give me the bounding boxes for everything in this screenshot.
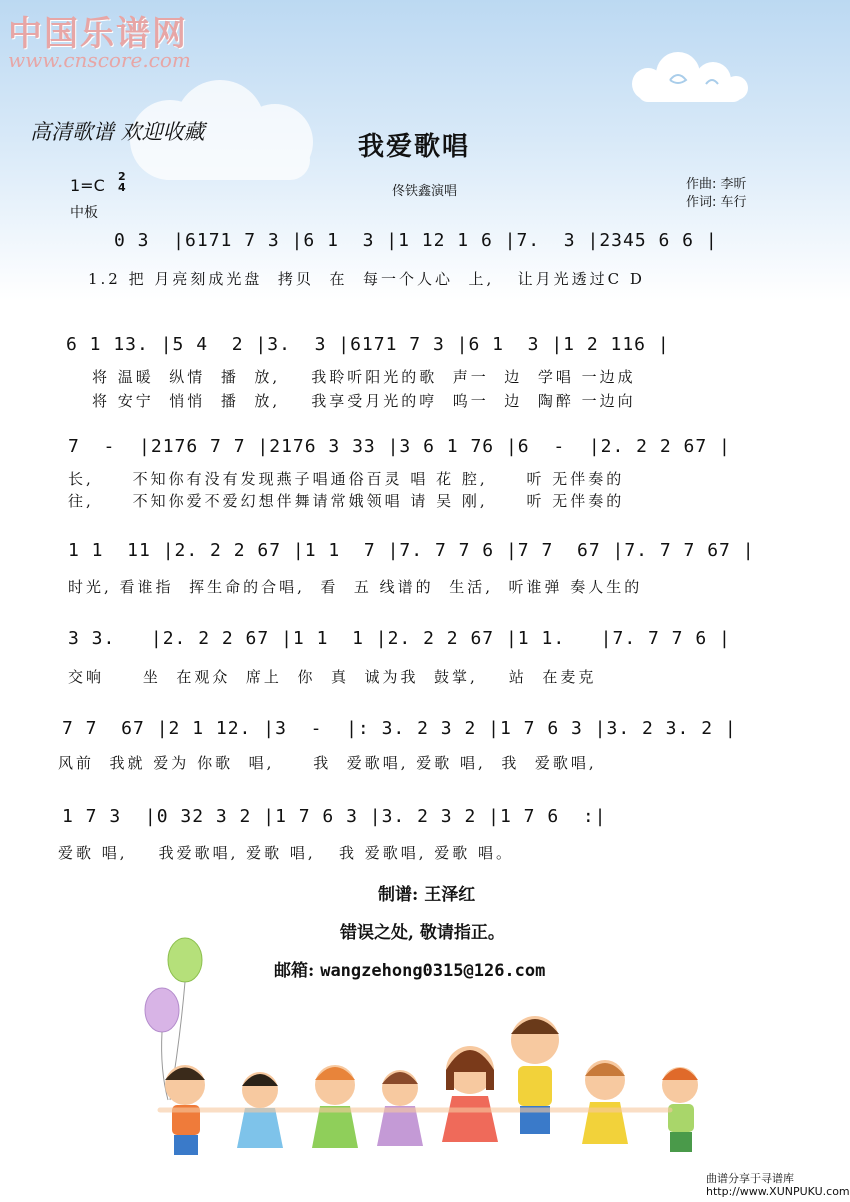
lyric-verse-1: 长, 不知你有没有发现燕子唱通俗百灵 唱 花 腔, 听 无伴奏的 bbox=[68, 470, 625, 488]
lyric-verse-2: 将 安宁 悄悄 播 放, 我享受月光的哼 呜一 边 陶醉 一边向 bbox=[92, 392, 636, 410]
lyric-verse-1: 爱歌 唱, 我爱歌唱, 爱歌 唱, 我 爱歌唱, 爱歌 唱。 bbox=[58, 844, 515, 862]
email-address: wangzehong0315@126.com bbox=[320, 961, 546, 981]
cloud-right-decoration bbox=[618, 44, 758, 114]
watermark-url: www.cnscore.com bbox=[8, 48, 191, 72]
footer-credit bbox=[706, 1172, 850, 1198]
lyric-verse-1: 将 温暖 纵情 播 放, 我聆听阳光的歌 声一 边 学唱 一边成 bbox=[92, 368, 636, 386]
notation: 6 1 13. |5 4 2 |3. 3 |6171 7 3 |6 1 3 |1 2 116 | bbox=[66, 334, 670, 355]
notation: 7 - |2176 7 7 |2176 3 33 |3 6 1 76 |6 - |2. 2 2 67 | bbox=[68, 436, 731, 457]
lyricist: 作词: 车行 bbox=[686, 195, 747, 210]
lyric-verse-1: 1.2 把 月亮刻成光盘 拷贝 在 每一个人心 上, 让月光透过C D bbox=[88, 270, 645, 288]
lyric-verse-2: 往, 不知你爱不爱幻想伴舞请常娥领唱 请 吴 刚, 听 无伴奏的 bbox=[68, 492, 625, 510]
notation: 0 3 |6171 7 3 |6 1 3 |1 12 1 6 |7. 3 |2345 6 6 | bbox=[114, 230, 718, 251]
credits-block bbox=[686, 176, 747, 212]
watermark-site-name: 中国乐谱网 bbox=[8, 14, 188, 54]
song-title: 我爱歌唱 bbox=[358, 132, 471, 162]
tempo-marking: 中板 bbox=[70, 205, 98, 221]
footer-line-2: http://www.XUNPUKU.com bbox=[706, 1185, 850, 1198]
child-figures-icon bbox=[160, 1016, 698, 1155]
children-illustration bbox=[130, 930, 730, 1180]
notation: 7 7 67 |2 1 12. |3 - |: 3. 2 3 2 |1 7 6 3 |3. 2 3. 2 | bbox=[62, 718, 737, 739]
lyric-verse-1: 时光, 看谁指 挥生命的合唱, 看 五 线谱的 生活, 听谁弹 奏人生的 bbox=[68, 578, 643, 596]
footer-line-1: 曲谱分享于寻谱库 bbox=[706, 1172, 794, 1185]
key-signature: 1=C bbox=[70, 176, 105, 195]
lyric-verse-1: 风前 我就 爱为 你歌 唱, 我 爱歌唱, 爱歌 唱, 我 爱歌唱, bbox=[58, 754, 597, 772]
meter-bottom: 4 bbox=[118, 181, 126, 194]
composer: 作曲: 李昕 bbox=[686, 177, 747, 192]
email-label: 邮箱: bbox=[274, 961, 315, 981]
notation: 1 7 3 |0 32 3 2 |1 7 6 3 |3. 2 3 2 |1 7 6 :| bbox=[62, 806, 607, 827]
transcriber-credit: 制谱: 王泽红 bbox=[378, 885, 476, 905]
slogan: 高清歌谱 欢迎收藏 bbox=[30, 120, 205, 144]
lyric-verse-1: 交响 坐 在观众 席上 你 真 诚为我 鼓掌, 站 在麦克 bbox=[68, 668, 597, 686]
notation: 3 3. |2. 2 2 67 |1 1 1 |2. 2 2 67 |1 1. |7. 7 7 6 | bbox=[68, 628, 731, 649]
notation: 1 1 11 |2. 2 2 67 |1 1 7 |7. 7 7 6 |7 7 67 |7. 7 7 67 | bbox=[68, 540, 755, 561]
performer: 佟铁鑫演唱 bbox=[392, 184, 458, 199]
meter-top: 2 bbox=[118, 170, 126, 183]
correction-note: 错误之处, 敬请指正。 bbox=[340, 923, 505, 943]
time-signature bbox=[118, 171, 126, 193]
